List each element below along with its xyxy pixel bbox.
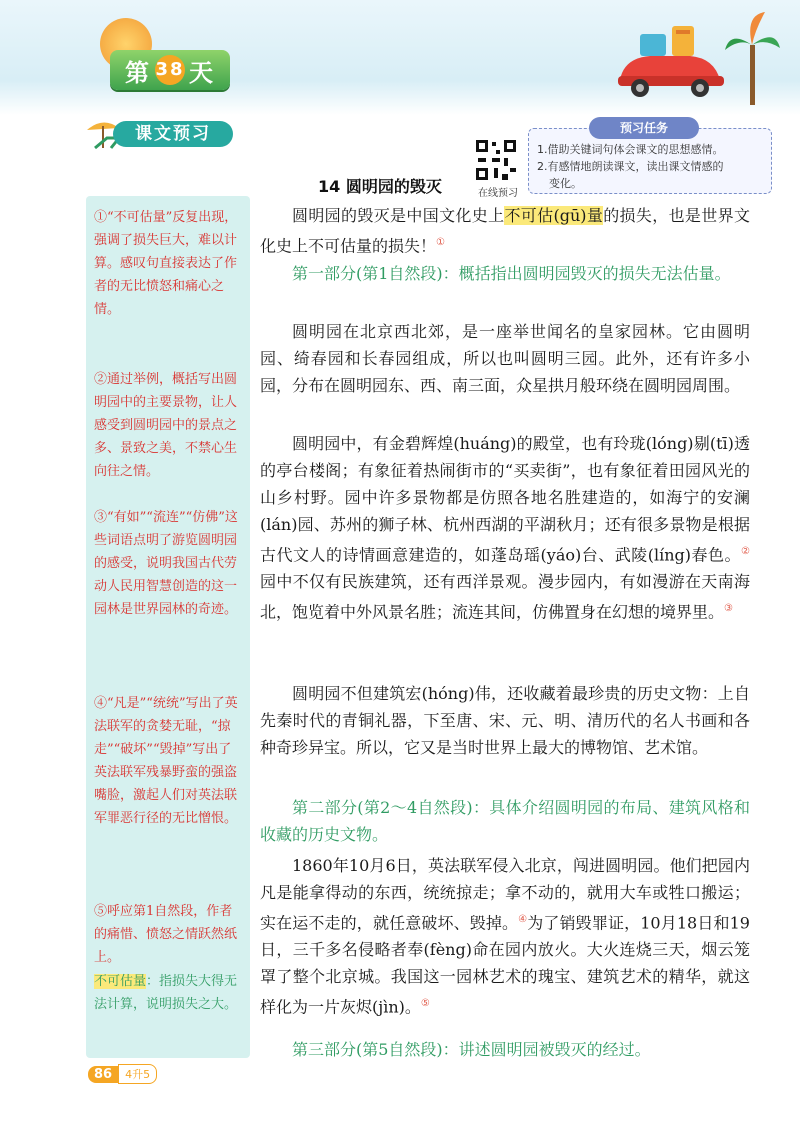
day-number: 38 (155, 55, 185, 85)
p5-text: 1860年10月6日，英法联军侵入北京，闯进圆明园。他们把园内凡是能拿得动的东西，统统掠走；拿不动的，就用大车或牲口搬运；实在运不走的，就任意破坏、毁掉。 (260, 856, 750, 933)
car-illustration (610, 20, 730, 100)
p3b-marker: ③ (724, 603, 733, 615)
preview-task-item-2: 2.有感情地朗读课文，读出课文情感的 (537, 160, 724, 173)
day-prefix: 第 (125, 58, 151, 87)
annotation-note-4: ④“凡是”“统统”写出了英法联军的贪婪无耻，“掠走”“破坏”“毁掉”写出了英法联军残暴野蛮的强盗嘴脸，激起人们对英法联军罪恶行径的无比憎恨。 (94, 696, 238, 826)
summary-part-3: 第三部分(第5自然段)：讲述圆明园被毁灭的经过。 (292, 1040, 651, 1059)
grade-label: 4升5 (118, 1064, 157, 1084)
note-6-text: ：指损失大得无法计算，说明损失之大。 (94, 974, 238, 1012)
paragraph-4: 圆明园不但建筑宏(hóng)伟，还收藏着最珍贵的历史文物：上自先秦时代的青铜礼器，下至唐、宋、元、明、清历代的名人书画和各种奇珍异宝。所以，它又是当时世界上最大的博物馆、艺术馆。 (260, 684, 750, 757)
preview-task-box (528, 121, 772, 194)
annotation-note-1: ①“不可估量”反复出现，强调了损失巨大，难以计算。感叹句直接表达了作者的无比愤怒和痛心之情。 (94, 210, 238, 317)
annotation-note-2: ②通过举例，概括写出圆明园中的主要景物，让人感受到圆明园中的景点之多、景致之美，不禁心生向往之情。 (94, 372, 238, 479)
p1-text-a: 圆明园的毁灭是中国文化史上 (292, 206, 505, 225)
paragraph-1 (260, 202, 750, 259)
annotation-sidebar (86, 196, 250, 1058)
palm-tree-illustration (725, 10, 780, 105)
annotation-note-3: ③“有如”“流连”“仿佛”这些词语点明了游览圆明园的感受，说明我国古代劳动人民用智慧创造的这一园林是世界园林的奇迹。 (94, 510, 238, 617)
paragraph-3 (260, 430, 750, 626)
preview-task-item-3: 变化。 (549, 177, 582, 190)
annotation-note-5: ⑤呼应第1自然段，作者的痛惜、愤怒之情跃然纸上。 (94, 904, 238, 965)
section-label: 课文预习 (113, 121, 233, 147)
qr-label: 在线预习 (478, 188, 518, 199)
summary-part-1: 第一部分(第1自然段)：概括指出圆明园毁灭的损失无法估量。 (292, 264, 731, 283)
annotation-note-6 (94, 970, 244, 1016)
summary-part-2: 第二部分(第2～4自然段)：具体介绍圆明园的布局、建筑风格和收藏的历史文物。 (260, 798, 750, 844)
day-suffix: 天 (189, 58, 215, 87)
day-badge (110, 50, 230, 90)
p3-text-b: 园中不仅有民族建筑，还有西洋景观。漫步园内，有如漫游在天南海北，饱览着中外风景名胜；流连其间，仿佛置身在幻想的境界里。 (260, 572, 750, 622)
paragraph-5 (260, 852, 750, 1021)
p1-highlight: 不可估(gū)量 (504, 206, 604, 225)
section-tag (85, 118, 233, 150)
qr-code-icon[interactable] (474, 138, 518, 182)
p3-marker: ② (741, 546, 750, 557)
note-6-highlight: 不可估量 (94, 974, 147, 989)
page-footer (88, 1064, 157, 1084)
p5-marker: ④ (518, 914, 528, 925)
preview-task-title: 预习任务 (589, 117, 699, 139)
p5-text-b: 为了销毁罪证，10月18日和19日，三千多名侵略者奉(fèng)命在园内放火。大火连烧三天，烟云笼罩了整个北京城。我国这一园林艺术的瑰宝、建筑艺术的精华，就这样化为一片灰烬(jìn)。 (260, 913, 750, 1017)
page-number: 86 (88, 1066, 118, 1083)
p5b-marker: ⑤ (420, 998, 430, 1010)
lesson-title: 14 圆明园的毁灭 (318, 177, 442, 196)
preview-task-item-1: 1.借助关键词句体会课文的思想感情。 (537, 143, 724, 156)
p1-marker: ① (436, 237, 445, 248)
p3-text: 圆明园中，有金碧辉煌(huáng)的殿堂，也有玲珑(lóng)剔(tī)透的亭台楼阁；有象征着热闹街市的“买卖街”，也有象征着田园风光的山乡村野。园中许多景物都是仿照各地名胜建造的，如海宁的安澜(lán)园、苏州的狮子林、杭州西湖的平湖秋月；还有很多景物是根据古代文人的诗情画意建造的，如蓬岛瑶(yáo)台、武陵(líng)春色。 (260, 434, 750, 565)
paragraph-2: 圆明园在北京西北郊，是一座举世闻名的皇家园林。它由圆明园、绮春园和长春园组成，所以也叫圆明三园。此外，还有许多小园，分布在圆明园东、西、南三面，众星拱月般环绕在圆明园周围。 (260, 322, 750, 395)
p1-text-b: 的损失，也是世界文化史上不可估量的损失！ (260, 206, 750, 256)
